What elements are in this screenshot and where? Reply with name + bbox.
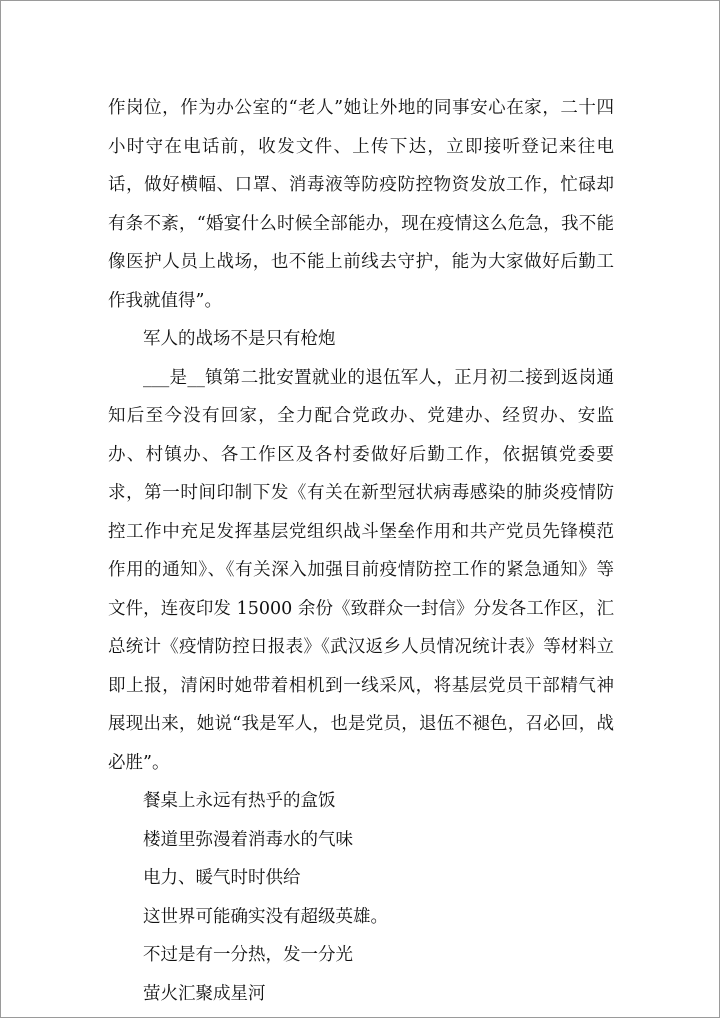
poem-line: 萤火汇聚成星河 <box>143 983 266 1004</box>
poem-line: 餐桌上永远有热乎的盒饭 <box>143 791 336 811</box>
section-heading: 军人的战场不是只有枪炮 <box>143 329 336 349</box>
poem-line: 电力、暖气时时供给 <box>143 868 301 888</box>
poem-line: 楼道里弥漫着消毒水的气味 <box>143 829 353 850</box>
paragraph-2: ___是__镇第二批安置就业的退伍军人，正月初二接到返岗通知后至今没有回家，全力配合党政办、党建办、经贸办、安监办、村镇办、各工作区及各村委做好后勤工作，依据镇党委要求，第一时间印制下发《有关在新型冠状病毒感染的肺炎疫情防控工作中充足发挥基层党组织战斗堡垒作用和共产党员先锋模范作用的通知》、《有关深入加强目前疫情防控工作的紧急通知》等文件，连夜印发 15000 余份《致群众一封信》分发各工作区，汇总统计《疫情防控日报表》《武汉返乡人员情况统计表》等材料立即上报，清闲时她带着相机到一线采风，将基层党员干部精气神展现出来，她说“我是军人，也是党员，退伍不褪色，召必回，战必胜”。 <box>108 367 614 773</box>
document-body <box>108 89 614 1013</box>
paragraph-1: 作岗位，作为办公室的“老人”她让外地的同事安心在家，二十四小时守在电话前，收发文件、上传下达，立即接听登记来往电话，做好横幅、口罩、消毒液等防疫防控物资发放工作，忙碌却有条不紊，“婚宴什么时候全部能办，现在疫情这么危急，我不能像医护人员上战场，也不能上前线去守护，能为大家做好后勤工作我就值得”。 <box>108 98 614 311</box>
poem-line: 这世界可能确实没有超级英雄。 <box>143 906 388 927</box>
poem-line: 不过是有一分热，发一分光 <box>143 945 353 965</box>
